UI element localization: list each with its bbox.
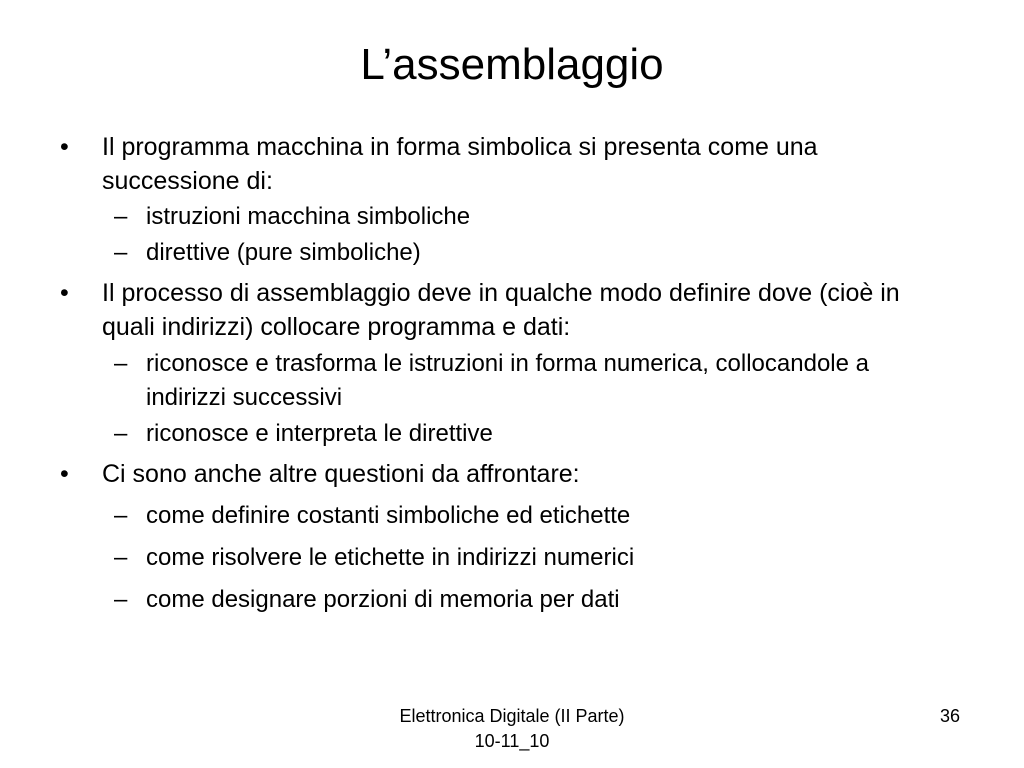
bullet-item [60, 130, 932, 198]
bullet-item [60, 457, 932, 491]
sub-item [114, 417, 906, 451]
sub-text: come designare porzioni di memoria per dati [146, 586, 620, 613]
sub-item [114, 499, 906, 533]
sub-item [114, 236, 906, 270]
sub-marker: – [114, 420, 128, 447]
slide-content [0, 130, 1024, 617]
footer-course [0, 704, 1024, 754]
slide-number: 36 [939, 706, 960, 726]
sub-text: come risolvere le etichette in indirizzi numerici [146, 544, 635, 571]
bullet-text: Il programma macchina in forma simbolica si presenta come una successione di: [102, 133, 818, 195]
bullet-marker: • [60, 460, 69, 488]
footer-course-title: Elettronica Digitale (II Parte) [399, 706, 625, 726]
sub-item [114, 347, 906, 415]
sub-item [114, 541, 906, 575]
sub-item [114, 583, 906, 617]
sub-marker: – [114, 544, 128, 571]
sub-marker: – [114, 239, 128, 266]
bullet-marker: • [60, 279, 69, 307]
footer-course-code: 10-11_10 [474, 731, 550, 751]
sub-text: come definire costanti simboliche ed etichette [146, 502, 631, 529]
sub-text: riconosce e trasforma le istruzioni in forma numerica, collocandole a indirizzi successivi [146, 350, 869, 411]
sub-marker: – [114, 203, 128, 230]
bullet-text: Il processo di assemblaggio deve in qualche modo definire dove (cioè in quali indirizzi) collocare programma e dati: [102, 279, 900, 341]
sub-item [114, 200, 906, 234]
bullet-item [60, 276, 932, 344]
sub-marker: – [114, 350, 128, 377]
sub-text: direttive (pure simboliche) [146, 239, 421, 266]
slide-title: L’assemblaggio [360, 40, 664, 89]
sub-text: istruzioni macchina simboliche [146, 203, 471, 230]
bullet-text: Ci sono anche altre questioni da affrontare: [102, 460, 580, 488]
sub-marker: – [114, 586, 128, 613]
sub-marker: – [114, 502, 128, 529]
bullet-marker: • [60, 133, 69, 161]
sub-text: riconosce e interpreta le direttive [146, 420, 493, 447]
